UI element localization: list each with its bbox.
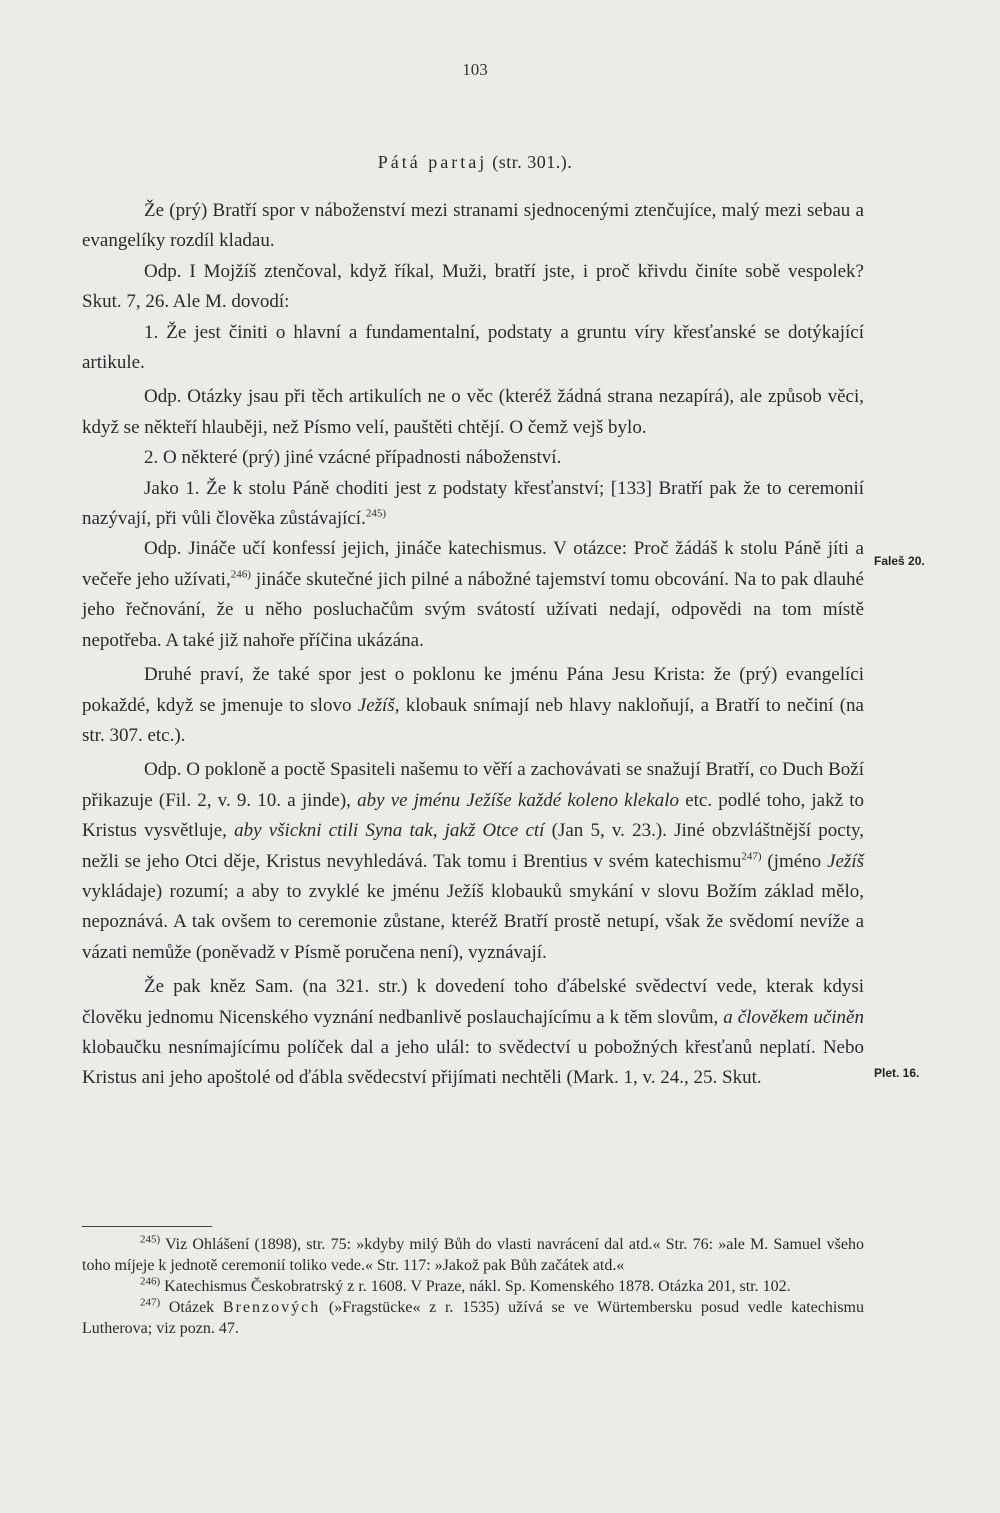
paragraph: 1. Že jest činiti o hlavní a fundamentalní, podstaty a gruntu víry křesťanské se dotýkající artikule.	[82, 321, 864, 374]
heading-title: Pátá partaj	[377, 152, 488, 172]
footnotes	[82, 1234, 864, 1339]
paragraph: Odp. Otázky jsau při těch artikulích ne o věc (kteréž žádná strana nezapírá), ale způsob věci, když se někteří hlauběji, než Písmo velí, pauštěti chtějí. O čemž vejš bylo.	[82, 386, 864, 438]
paragraph-text: Jako 1. Že k stolu Páně choditi jest z podstaty křesťanství; [133] Bratří pak že to ceremonií nazývají, při vůli člověka zůstávající.	[82, 477, 864, 530]
paragraph	[82, 534, 864, 656]
footnote-number: 245)	[140, 1233, 161, 1246]
body-text	[82, 196, 864, 1094]
footnote	[82, 1276, 864, 1297]
page-number: 103	[462, 60, 488, 79]
italic-text: aby ve jménu Ježíše každé koleno klekalo	[357, 789, 680, 811]
paragraph	[82, 474, 864, 535]
italic-text: aby všickni ctili Syna tak, jakž Otce ctí	[234, 820, 545, 842]
footnote-number: 246)	[140, 1275, 161, 1288]
paragraph-text: etc. podlé toho, jakž to Kristus vysvětluje,	[82, 789, 864, 842]
paragraph-text: (Jan 5, v. 23.). Jiné obzvláštnější pocty, nežli se jeho Otci děje, Kristus nevyhledává. Tak tomu i Brentius v svém katechismu	[82, 820, 864, 872]
section-heading	[0, 152, 950, 173]
paragraph: Odp. I Mojžíš ztenčoval, když říkal, Muži, bratří jste, i proč křivdu činíte sobě vespolek? Skut. 7, 26. Ale M. dovodí:	[82, 260, 864, 313]
paragraph: 2. O některé (prý) jiné vzácné případnosti náboženství.	[144, 447, 562, 469]
paragraph	[82, 755, 864, 968]
footnote-text: Brenzových	[222, 1299, 321, 1316]
paragraph	[82, 660, 864, 751]
heading-reference: (str. 301.).	[487, 152, 573, 172]
footnote-ref: 247)	[741, 850, 762, 863]
paragraph-text: Že pak kněz Sam. (na 321. str.) k dovedení toho ďábelské svědectví vede, kterak kdysi člověku jednomu Nicenského vyznání nedbanlivě poslauchajícímu a k těm slovům,	[82, 976, 864, 1028]
footnote-text: Otázek	[160, 1299, 223, 1316]
footnote-ref: 246)	[230, 568, 251, 581]
italic-text: a člověkem učiněn	[723, 1006, 864, 1028]
footnote-text: Katechismus Českobratrský z r. 1608. V Praze, nákl. Sp. Komenského 1878. Otázka 201, str. 102.	[160, 1278, 791, 1295]
footnote-text: Viz Ohlášení (1898), str. 75: »kdyby milý Bůh do vlasti navrácení dal atd.« Str. 76: »ale M. Samuel všeho toho míjeje k jednotě ceremonií toliko vede.« Str. 117: »Jakož pak Bůh začátek atd.«	[82, 1236, 864, 1274]
paragraph-text: klobaučku nesnímajícímu políček dal a jeho ulál: to svědectví u pobožných křesťanů neplatí. Nebo Kristus ani jeho apoštolé od ďábla svědecství přijímati nechtěli (Mark. 1, v. 24., 25. Skut.	[82, 1036, 864, 1089]
margin-note-fales: Faleš 20.	[874, 554, 925, 568]
paragraph-text: klobauk snímají neb hlavy nakloňují, a Bratří to nečiní (na str. 307. etc.).	[82, 694, 864, 746]
italic-text: Ježíš,	[357, 694, 400, 716]
footnote-number: 247)	[140, 1296, 161, 1309]
paragraph	[82, 972, 864, 1094]
footnote-text: (»Fragstücke« z r. 1535) užívá se ve Würtembersku posud vedle katechismu Lutherova; viz pozn. 47.	[82, 1299, 864, 1337]
paragraph-text: jináče skutečné jich pilné a nábožné tajemství tomu obcování. Na to pak dlauhé jeho řečnování, že u něho posluchačům svým svátostí užívati nedají, odpovědi na tom místě nepotřeba. A také již nahoře příčina ukázána.	[82, 568, 864, 651]
footnote	[82, 1297, 864, 1339]
paragraph-text: Odp. O pokloně a poctě Spasiteli našemu to věří a zachovávati se snažují Bratří, co Duch Boží přikazuje (Fil. 2, v. 9. 10. a jinde),	[82, 759, 864, 811]
paragraph-text: (jméno	[761, 850, 828, 872]
footnote	[82, 1234, 864, 1276]
paragraph: Že (prý) Bratří spor v náboženství mezi stranami sjednocenými ztenčujíce, malý mezi sebau a evangelíky rozdíl kladau.	[82, 200, 864, 252]
margin-note-plet: Plet. 16.	[874, 1066, 920, 1080]
paragraph-text: Druhé praví, že také spor jest o poklonu ke jménu Pána Jesu Krista: že (prý) evangelíci pokaždé, když se jmenuje to slovo	[82, 664, 864, 716]
paragraph-text: vykládaje) rozumí; a aby to zvyklé ke jménu Ježíš klobauků smykání v slovu Božím základ mělo, nepoznává. A tak ovšem to ceremonie zůstane, kteréž Bratří prostě netupí, však že svědomí nevíže a vázati nemůže (poněvadž v Písmě poručena není), vyznávají.	[82, 880, 864, 963]
italic-text: Ježíš	[827, 850, 864, 872]
footnote-ref: 245)	[365, 507, 387, 520]
paragraph-text: Odp. Jináče učí konfessí jejich, jináče katechismus. V otázce: Proč žádáš k stolu Páně jíti a večeře jeho užívati,	[82, 538, 864, 590]
footnote-divider	[82, 1226, 212, 1227]
